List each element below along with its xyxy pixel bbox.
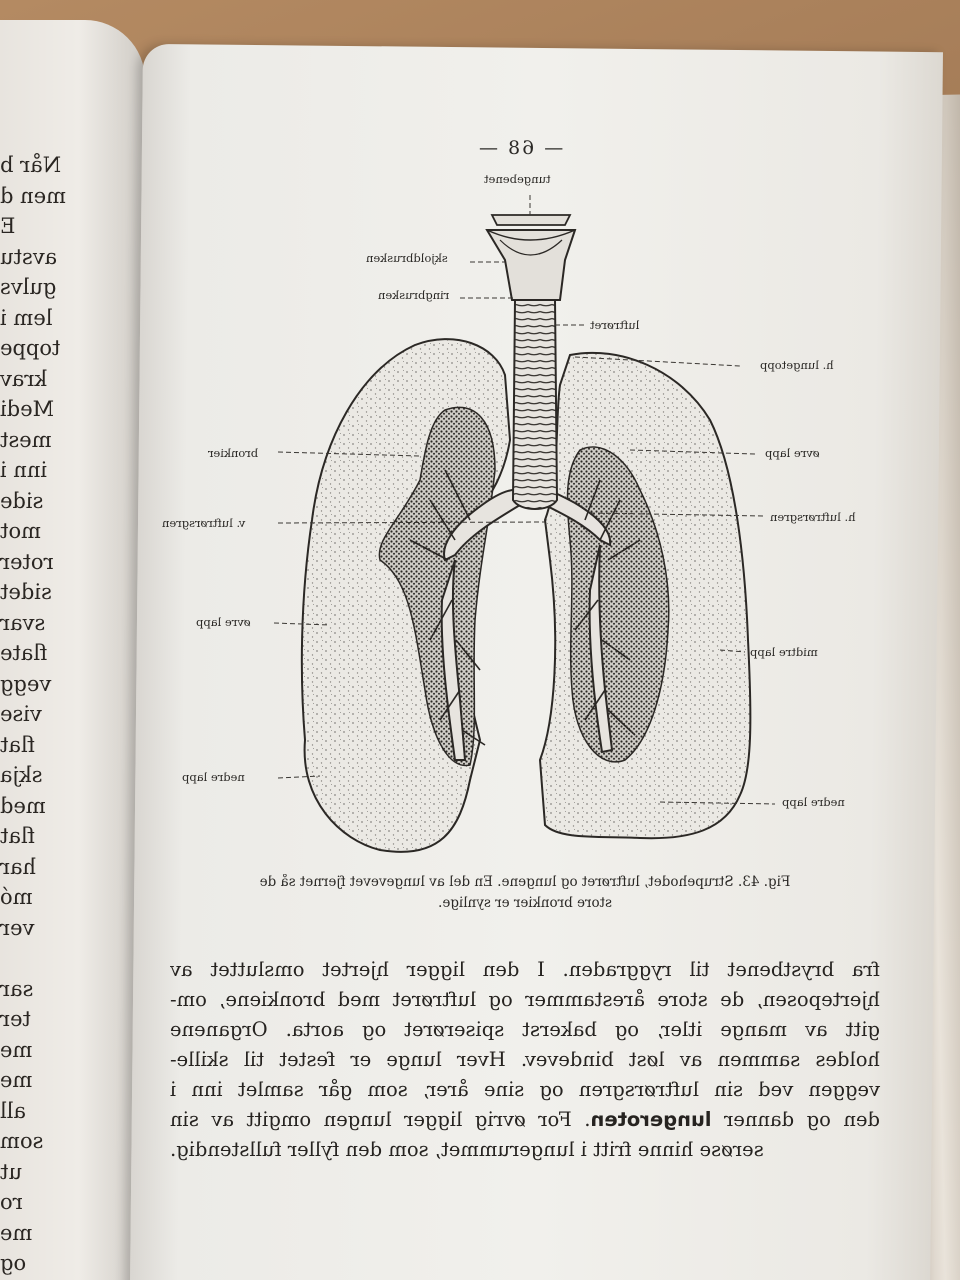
left-page-line: flat	[0, 824, 35, 848]
left-page-line: med	[0, 793, 46, 818]
left-page-line: toppe	[0, 336, 61, 360]
body-line: veggen ved sin luftrørsgren og sine årer, som går samlet inn i	[170, 1078, 880, 1101]
left-page-line: Medi	[0, 397, 55, 421]
label-midtre-lapp: midtre lapp	[750, 645, 818, 659]
left-page-line: gulvs	[0, 275, 57, 299]
label-tungebenet: tungebenet	[484, 172, 551, 186]
label-skjoldbrusken: skjoldbrusken	[366, 251, 448, 265]
label-h-luftrorsgren: h. luftrørsgren	[770, 510, 856, 524]
label-h-lungetopp: h. lungetopp	[760, 358, 834, 372]
label-nedre-lapp-right: nedre lapp	[782, 795, 845, 809]
body-line: den og danner lungeroten. For øvrig ligger lungen omgitt av sin	[170, 1108, 880, 1131]
label-bronkier: bronkier	[208, 446, 259, 460]
left-page-line: flate	[0, 641, 48, 665]
left-page-line: vise	[0, 702, 42, 726]
left-page-line: krav	[0, 366, 48, 391]
label-luftroret: luftrøret	[590, 318, 640, 332]
figure-caption	[180, 872, 870, 914]
left-page-line: ver	[0, 915, 35, 940]
label-nedre-lapp-left: nedre lapp	[182, 770, 245, 784]
left-page-line: avstu	[0, 244, 58, 269]
left-page-line: mot	[0, 519, 41, 543]
left-page-line: har	[0, 854, 37, 879]
left-page-line: ut	[0, 1159, 22, 1184]
left-page-line: roter	[0, 549, 54, 574]
left-page-line: me	[0, 1068, 33, 1092]
trachea	[513, 300, 557, 509]
left-page-line: inn i	[0, 458, 48, 482]
left-page-line: mó	[0, 885, 33, 909]
body-paragraph	[170, 955, 880, 1165]
body-line: holdes sammen av løst bindevev. Hver lunge er festet til skille-	[170, 1048, 880, 1071]
left-page-line: flat	[0, 732, 35, 757]
caption-line: Fig. 43. Strupehodet, luftrøret og lungene. En del av lungevevet fjernet så de	[259, 874, 791, 890]
left-page-line: E	[0, 214, 16, 238]
left-page-line: side	[0, 488, 44, 513]
left-page-line: lem i	[0, 305, 53, 330]
left-page-line: vegg	[0, 671, 52, 696]
left-page-line: skja	[0, 763, 43, 787]
left-page-line: me	[0, 1220, 33, 1245]
body-line: fra brystbenet til ryggraden. I den ligger hjertet omsluttet av	[170, 958, 880, 981]
left-page-line: mest	[0, 427, 52, 452]
label-ovre-lapp-right: øvre lapp	[765, 446, 820, 460]
left-page-line: all	[0, 1098, 26, 1123]
left-page-line: men d	[0, 183, 66, 208]
left-page-line: Når b	[0, 153, 62, 177]
left-page-line: ter	[0, 1007, 31, 1031]
left-page-line: me	[0, 1037, 33, 1062]
page-number: — 68 —	[476, 137, 564, 159]
left-page-line: som	[0, 1129, 44, 1153]
left-page-line: sar	[0, 976, 34, 1001]
caption-line: store bronkier er synlige.	[438, 895, 612, 911]
left-page-line: og	[0, 1251, 27, 1275]
left-page-line: svar	[0, 610, 46, 635]
label-v-luftrorsgren: v. luftrørsgren	[162, 516, 246, 530]
body-line: hjerteposen, de store årestammer og luftrøret med bronkiene, om-	[170, 988, 880, 1011]
left-page-line: sidet	[0, 580, 52, 604]
hyoid-bone	[492, 215, 570, 225]
label-ovre-lapp-left: øvre lapp	[196, 615, 251, 629]
bold-term-lungeroten: lungeroten	[590, 1108, 712, 1131]
body-line: gitt av mange itler, og bakerst spiserøret og aorta. Organene	[170, 1018, 880, 1041]
left-page-line: ro	[0, 1190, 23, 1214]
label-ringbrusken: ringbrusken	[378, 288, 450, 302]
body-line: serøse hinne fritt i lungerummet, som den fyller fullstendig.	[170, 1138, 764, 1161]
